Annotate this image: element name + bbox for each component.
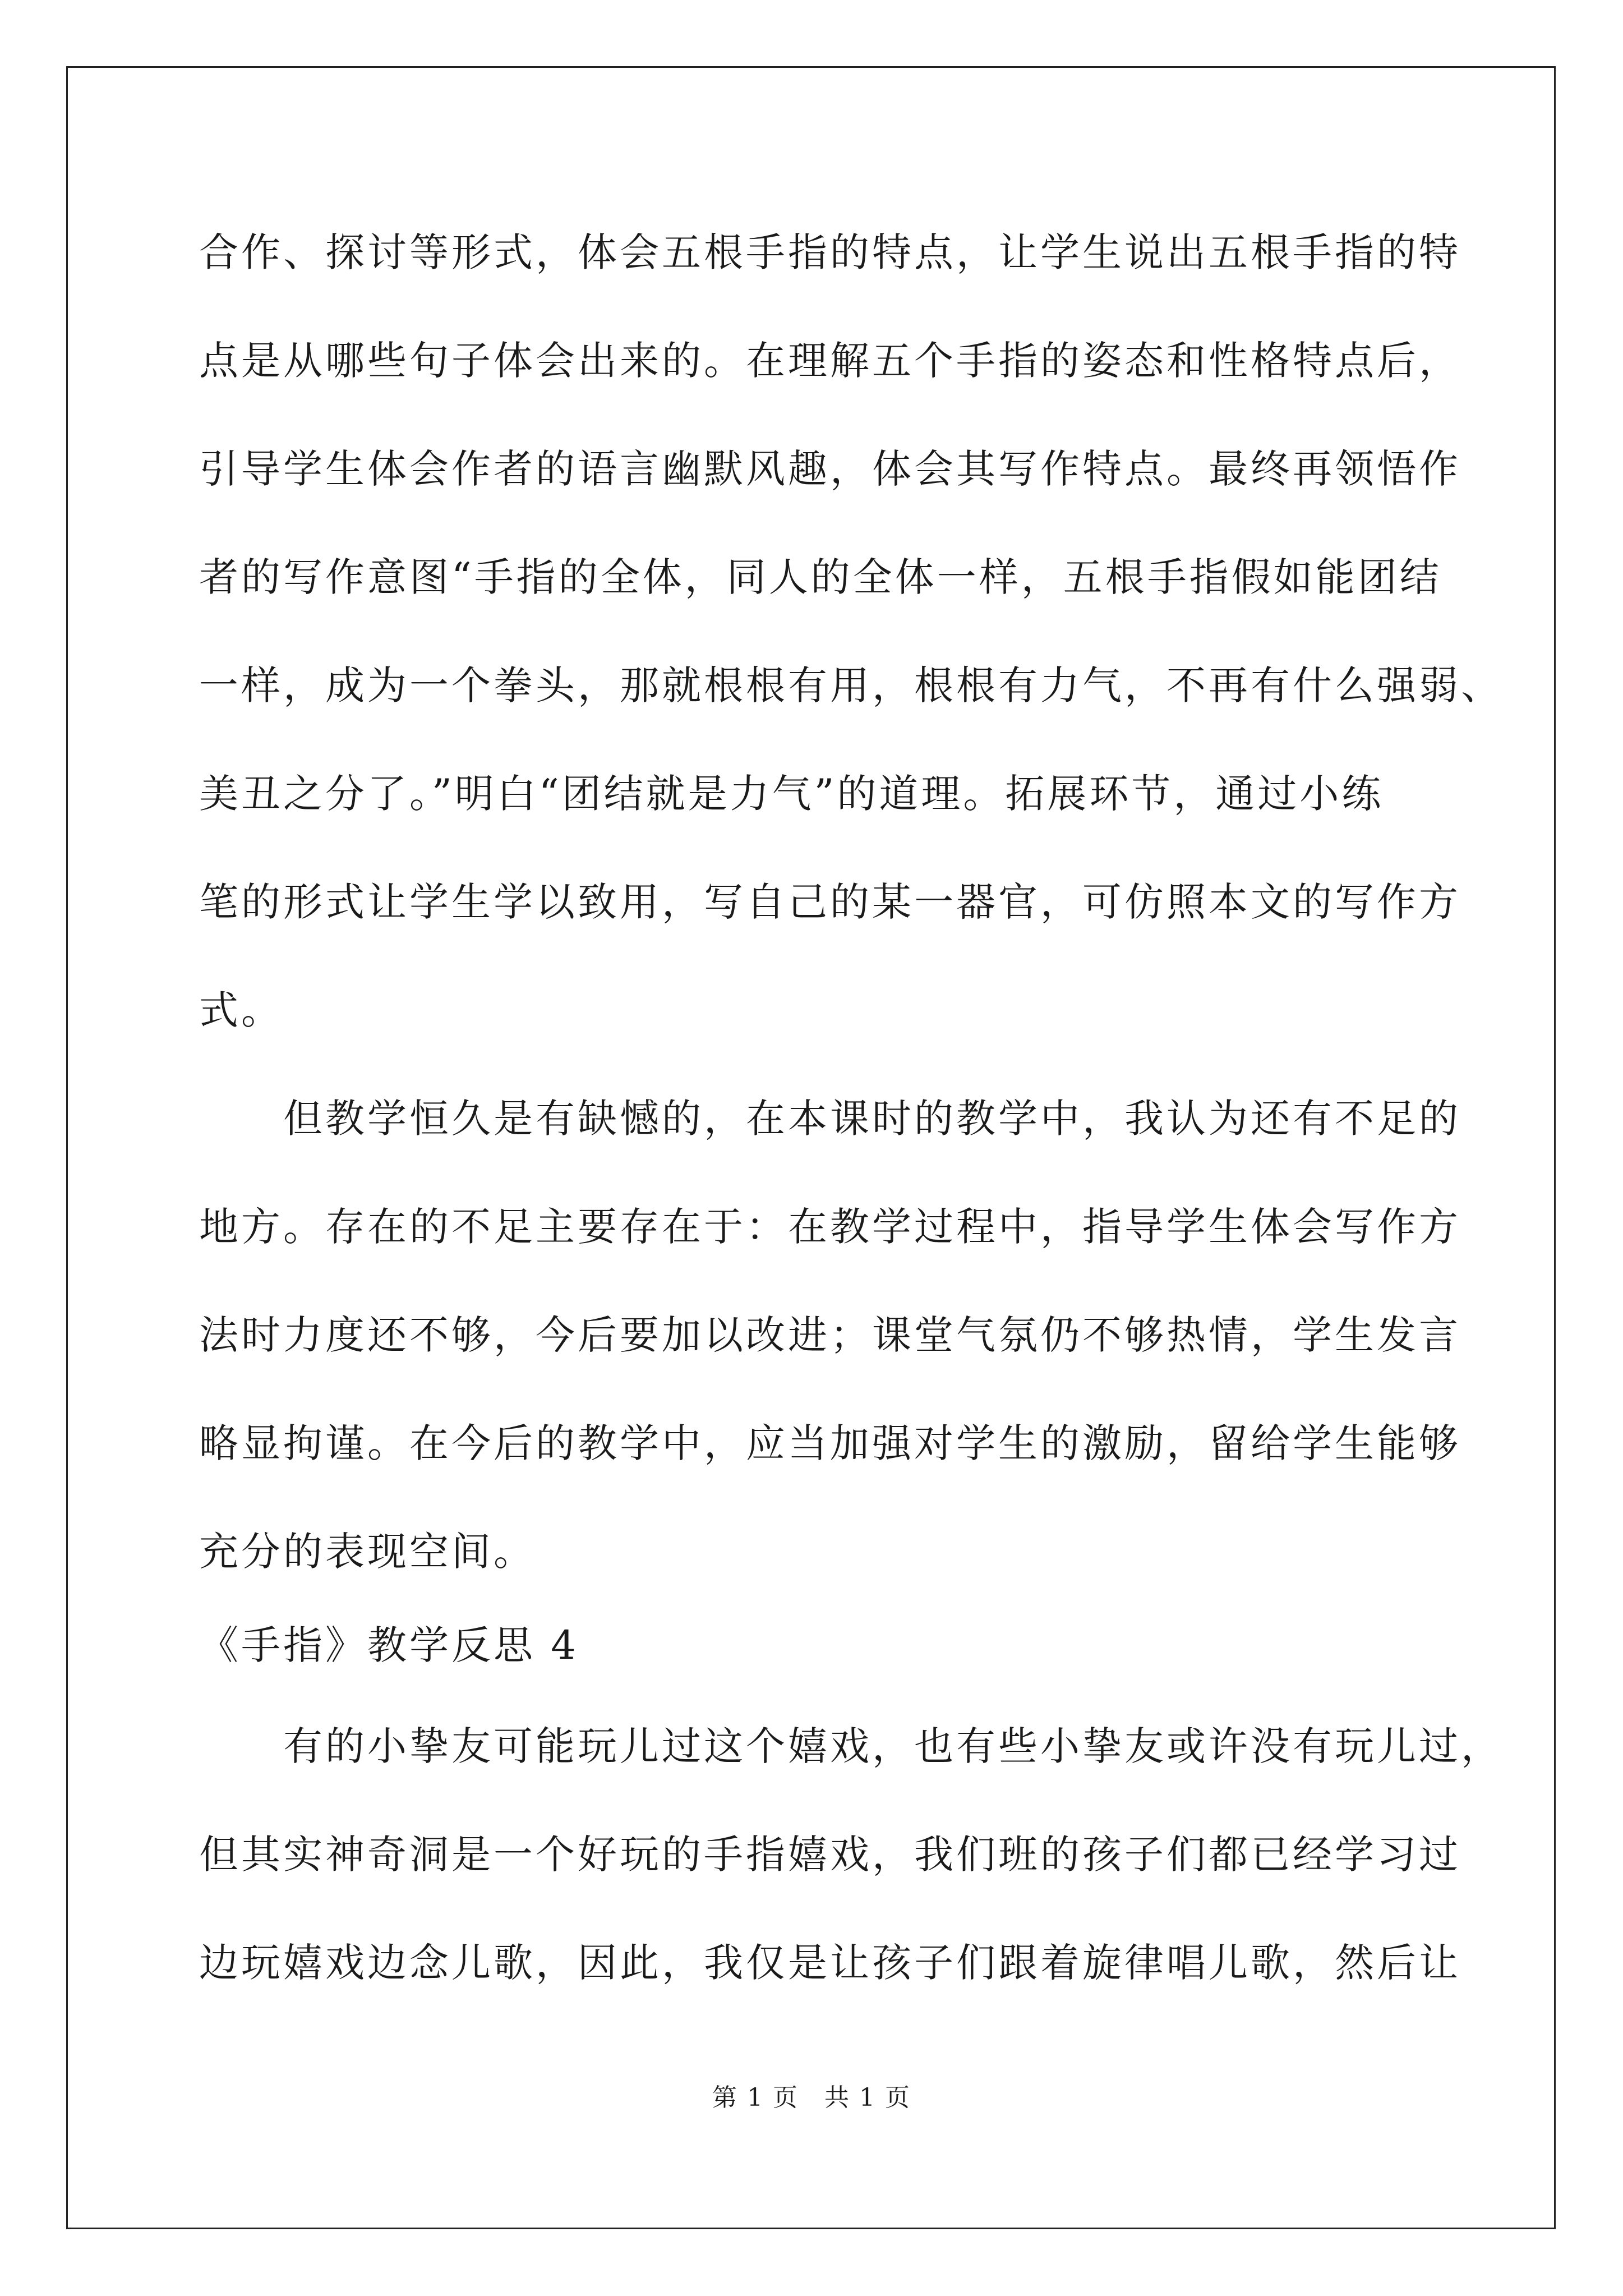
text-line: 美丑之分了。”明白“团结就是力气”的道理。拓展环节，通过小练 — [199, 771, 1384, 817]
text-line: 边玩嬉戏边念儿歌，因此，我仅是让孩子们跟着旋律唱儿歌，然后让 — [199, 1940, 1461, 1986]
text-line: 笔的形式让学生学以致用，写自己的某一器官，可仿照本文的写作方 — [199, 879, 1461, 925]
text-line: 但其实神奇洞是一个好玩的手指嬉戏，我们班的孩子们都已经学习过 — [199, 1832, 1461, 1878]
text-line: 引导学生体会作者的语言幽默风趣，体会其写作特点。最终再领悟作 — [199, 446, 1461, 492]
paragraph-start-line: 有的小挚友可能玩儿过这个嬉戏，也有些小挚友或许没有玩儿过， — [199, 1723, 1503, 1769]
page-border — [66, 66, 1556, 2229]
text-line: 合作、探讨等形式，体会五根手指的特点，让学生说出五根手指的特 — [199, 229, 1461, 275]
text-line: 地方。存在的不足主要存在于：在教学过程中，指导学生体会写作方 — [199, 1204, 1461, 1250]
text-line: 法时力度还不够，今后要加以改进；课堂气氛仍不够热情，学生发言 — [199, 1312, 1461, 1358]
paragraph-start-line: 但教学恒久是有缺憾的，在本课时的教学中，我认为还有不足的 — [199, 1096, 1461, 1142]
section-heading: 《手指》教学反思 4 — [199, 1622, 579, 1668]
text-line: 点是从哪些句子体会出来的。在理解五个手指的姿态和性格特点后， — [199, 338, 1461, 384]
page-footer: 第 1 页 共 1 页 — [712, 2083, 911, 2112]
text-line: 略显拘谨。在今后的教学中，应当加强对学生的激励，留给学生能够 — [199, 1420, 1461, 1466]
text-line: 一样，成为一个拳头，那就根根有用，根根有力气，不再有什么强弱、 — [199, 662, 1503, 708]
text-line: 充分的表现空间。 — [199, 1529, 536, 1575]
text-line: 者的写作意图“手指的全体，同人的全体一样，五根手指假如能团结 — [199, 554, 1442, 600]
text-line: 式。 — [199, 987, 283, 1033]
